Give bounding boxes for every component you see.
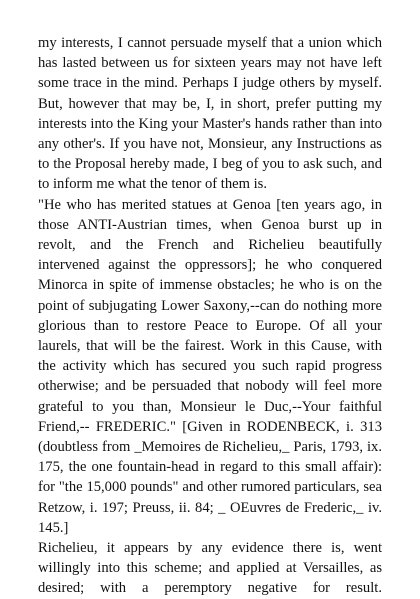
document-page bbox=[38, 33, 382, 599]
paragraph-richelieu-response: Richelieu, it appears by any evidence there is, went willingly into this scheme; and applied at Versailles, as desired; with a peremptory negative for result. bbox=[38, 540, 382, 597]
paragraph-letter-continuation: my interests, I cannot persuade myself that a union which has lasted between us for sixteen years may not have left some trace in the mind. Perhaps I judge others by myself. But, however that may be, I, in short, prefer putting my interests into the King your Master's hands rather than into any other's. If you have not, Monsieur, any Instructions as to the Proposal hereby made, I beg of you to ask such, and to inform me what the tenor of them is. bbox=[38, 35, 382, 193]
paragraph-letter-closing-and-citation: "He who has merited statues at Genoa [ten years ago, in those ANTI-Austrian times, when Genoa burst up in revolt, and the French and Richelieu beautifully intervened against the oppressors]; he who conquered Minorca in spite of immense obstacles; he who is on the point of subjugating Lower Saxony,--can do nothing more glorious than to restore Peace to Europe. Of all your laurels, that will be the fairest. Work in this Cause, with the activity which has secured you such rapid progress otherwise; and be persuaded that nobody will feel more grateful to you than, Monsieur le Duc,--Your faithful Friend,-- FREDERIC." [Given in RODENBECK, i. 313 (doubtless from _Memoires de Richelieu,_ Paris, 1793, ix. 175, the one fountain-head in regard to this small affair): for "the 15,000 pounds" and other rumored particulars, sea Retzow, i. 197; Preuss, ii. 84; _ OEuvres de Frederic,_ iv. 145.] bbox=[38, 196, 382, 536]
